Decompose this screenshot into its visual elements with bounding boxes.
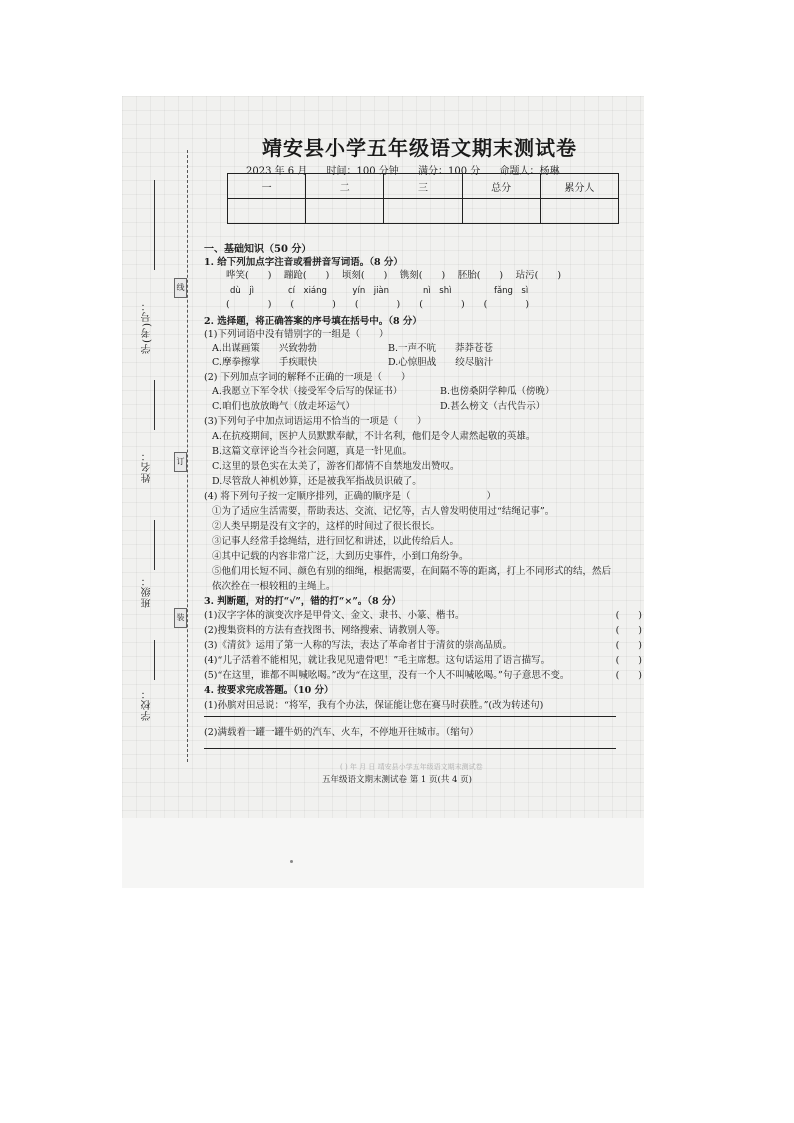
install-tag: 装 [174, 608, 187, 628]
question-1-words: 哗笑( ) 蹦跄( ) 顷刻( ) 镌刻( ) 胚胎( ) 玷污( ) [226, 270, 562, 281]
q2-sentence: ⑤他们用长短不同、颜色有别的细绳，根据需要，在间隔不等的距离，打上不同形式的结，然后 [212, 566, 612, 577]
score-header: 总分 [462, 174, 540, 199]
q3-statement: (5)“在这里，谁都不叫喊吆喝。”改为“在这里，没有一个人不叫喊吆喝。”句子意思不变。 [204, 670, 570, 681]
score-cell[interactable] [384, 199, 462, 224]
question-1-title: 1. 给下列加点字注音或看拼音写词语。（8 分） [204, 257, 403, 268]
q2-sentence: ②人类早期是没有文字的，这样的时间过了很长很长。 [212, 521, 441, 532]
name-underline [154, 380, 155, 430]
page-footer: 五年级语文期末测试卷 第 1 页(共 4 页) [322, 775, 472, 785]
score-cell[interactable] [228, 199, 306, 224]
answer-parens[interactable]: ( ) [615, 610, 642, 621]
answer-line[interactable] [204, 716, 616, 717]
question-1-pinyin: dù jì cí xiáng yín jiàn nì shì fǎng sì [230, 286, 529, 296]
question-4-title: 4. 按要求完成答题。（10 分） [204, 685, 334, 696]
page-title: 靖安县小学五年级语文期末测试卷 [262, 136, 577, 160]
answer-parens[interactable]: ( ) [615, 625, 642, 636]
score-header: 二 [306, 174, 384, 199]
exam-score: 满分：100 分 [418, 166, 481, 177]
question-3-title: 3. 判断题，对的打“√”，错的打“×”。（8 分） [204, 596, 401, 607]
q2-option: D.心惊胆战 绞尽脑汁 [388, 357, 494, 368]
q2-sentence: ①为了适应生活需要，帮助表达、交流、记忆等，古人曾发明使用过“结绳记事”。 [212, 506, 555, 517]
q2-sub1: (1)下列词语中没有错别字的一组是（ ） [204, 329, 389, 340]
q2-option: D.尽管敌人神机妙算，还是被我军指战员识破了。 [212, 476, 422, 487]
exam-time: 时间：100 分钟 [326, 166, 399, 177]
score-header: 三 [384, 174, 462, 199]
score-header: 累分人 [540, 174, 618, 199]
q2-sub2: (2) 下列加点字词的解释不正确的一项是（ ） [204, 372, 411, 383]
line-tag: 线 [174, 278, 187, 298]
q3-statement: (2)搜集资料的方法有查找图书、网络搜索、请教别人等。 [204, 625, 446, 636]
q2-option: C.摩拳擦掌 手疾眼快 [212, 357, 317, 368]
id-label: 学(考)号： [142, 300, 153, 354]
scan-lower-margin [122, 818, 644, 888]
exam-author: 命题人：杨琳 [499, 166, 560, 177]
q2-option: A.在抗疫期间，医护人员默默奉献，不计名利，他们是令人肃然起敬的英雄。 [212, 431, 536, 442]
q2-option: B.这篇文章评论当今社会问题，真是一针见血。 [212, 446, 413, 457]
section-heading: 一、基础知识（50 分） [204, 244, 312, 255]
answer-parens[interactable]: ( ) [615, 670, 642, 681]
q2-option: D.甚么榜文（古代告示） [440, 401, 546, 412]
q3-statement: (1)汉字字体的演变次序是甲骨文、金文、隶书、小篆、楷书。 [204, 610, 465, 621]
answer-line[interactable] [204, 748, 616, 749]
q2-option: C.咱们也放放晦气（放走坏运气） [212, 401, 355, 412]
question-2-title: 2. 选择题，将正确答案的序号填在括号中。（8 分） [204, 316, 422, 327]
q2-option: B.也傍桑阴学种瓜（傍晚） [440, 386, 555, 397]
q2-option: A.出谋画策 兴致勃勃 [212, 343, 317, 354]
school-label: 学校： [142, 688, 153, 721]
class-underline [154, 520, 155, 570]
id-underline [154, 180, 155, 270]
name-label: 姓名： [142, 450, 153, 483]
answer-parens[interactable]: ( ) [615, 640, 642, 651]
scan-speck [290, 860, 293, 863]
score-cell[interactable] [306, 199, 384, 224]
question-1-blanks: ( ) ( ) ( ) ( ) ( ) [226, 299, 530, 310]
q2-sub4: (4) 将下列句子按一定顺序排列，正确的顺序是（ ） [204, 491, 496, 502]
q2-option: C.这里的景色实在太美了，游客们都情不自禁地发出赞叹。 [212, 461, 460, 472]
class-label: 班级： [142, 575, 153, 608]
score-table [227, 173, 619, 224]
q4-sub1: (1)孙膑对田忌说：“将军，我有个办法，保证能让您在赛马时获胜。”(改为转述句) [204, 700, 544, 711]
q4-sub2: (2)满载着一罐一罐牛奶的汽车、火车，不停地开往城市。（缩句） [204, 727, 479, 738]
exam-date: 2023 年 6 月 [246, 166, 308, 177]
score-header: 一 [228, 174, 306, 199]
score-cell[interactable] [462, 199, 540, 224]
q2-sentence: 依次拴在一根较粗的主绳上。 [212, 581, 336, 592]
binding-dashed-line [187, 150, 188, 762]
q3-statement: (3)《清贫》运用了第一人称的写法，表达了革命者甘于清贫的崇高品质。 [204, 640, 512, 651]
q3-statement: (4)“儿子活着不能相见，就让我见见遗骨吧！”毛主席想。这句话运用了语言描写。 [204, 655, 551, 666]
school-underline [154, 640, 155, 680]
score-cell[interactable] [540, 199, 618, 224]
bleed-through-text: ( ) 年 月 日 靖安县小学五年级语文期末测试卷 [340, 763, 483, 771]
q2-option: B.一声不吭 莽莽苍苍 [388, 343, 494, 354]
answer-parens[interactable]: ( ) [615, 655, 642, 666]
q2-sentence: ③记事人经常手捻绳结，进行回忆和讲述，以此传给后人。 [212, 536, 460, 547]
q2-sentence: ④其中记载的内容非常广泛，大到历史事件，小到口角纷争。 [212, 551, 469, 562]
bind-tag: 订 [174, 452, 187, 472]
q2-sub3: (3)下列句子中加点词语运用不恰当的一项是（ ） [204, 416, 427, 427]
q2-option: A.我愿立下军令状（接受军令后写的保证书） [212, 386, 403, 397]
